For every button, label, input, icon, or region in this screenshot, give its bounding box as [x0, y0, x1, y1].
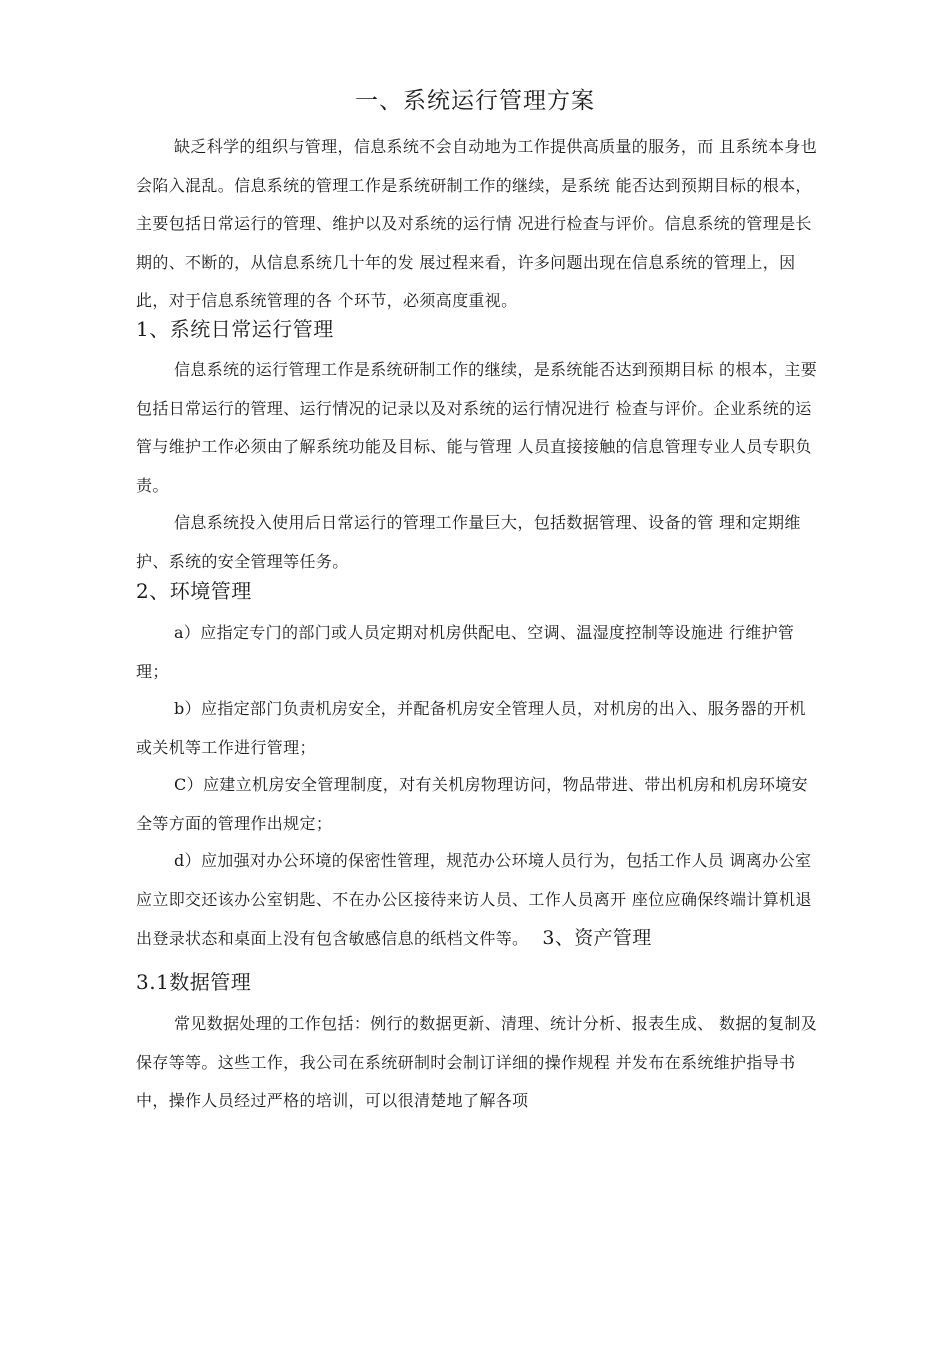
section-2-item-a: a）应指定专门的部门或人员定期对机房供配电、空调、温湿度控制等设施进 行维护管理； [136, 623, 795, 681]
section-1-paragraph-1: 信息系统的运行管理工作是系统研制工作的继续，是系统能否达到预期目标 的根本，主要包括日常运行的管理、运行情况的记录以及对系统的运行情况进行 检查与评价。企业系统的运管与维护工作必须由了解系统功能及目标、能与管理 人员直接接触的信息管理专业人员专职负责。 [136, 360, 818, 495]
section-2-item-d [136, 842, 820, 959]
section-2-heading: 2、环境管理 [136, 579, 252, 603]
intro-paragraph: 缺乏科学的组织与管理，信息系统不会自动地为工作提供高质量的服务，而 且系统本身也会陷入混乱。信息系统的管理工作是系统研制工作的继续，是系统 能否达到预期目标的根本，主要包括日常运行的管理、维护以及对系统的运行情 况进行检查与评价。信息系统的管理是长期的、不断的，从信息系统几十年的发 展过程来看，许多问题出现在信息系统的管理上，因此，对于信息系统管理的各 个环节，必须高度重视。 [136, 137, 818, 310]
section-1-heading: 1、系统日常运行管理 [136, 317, 334, 341]
section-3-heading: 3、资产管理 [542, 927, 652, 949]
section-2-item-c: C）应建立机房安全管理制度，对有关机房物理访问，物品带进、带出机房和机房环境安全等方面的管理作出规定； [136, 775, 808, 833]
section-3-1-paragraph: 常见数据处理的工作包括：例行的数据更新、清理、统计分析、报表生成、 数据的复制及保存等等。这些工作，我公司在系统研制时会制订详细的操作规程 并发布在系统维护指导书中，操作人员经过严格的培训，可以很清楚地了解各项 [136, 1014, 818, 1110]
section-2-item-d-text: d）应加强对办公环境的保密性管理，规范办公环境人员行为，包括工作人员 调离办公室应立即交还该办公室钥匙、不在办公区接待来访人员、工作人员离开 座位应确保终端计算机退出登录状态和桌面上没有包含敏感信息的纸档文件等。 [136, 851, 812, 948]
section-2-item-b: b）应指定部门负责机房安全，并配备机房安全管理人员，对机房的出入、服务器的开机或关机等工作进行管理； [136, 699, 806, 757]
document-title: 一、系统运行管理方案 [355, 88, 595, 114]
section-1-paragraph-2: 信息系统投入使用后日常运行的管理工作量巨大，包括数据管理、设备的管 理和定期维护、系统的安全管理等任务。 [136, 513, 801, 571]
section-3-1-heading: 3.1数据管理 [136, 970, 252, 994]
